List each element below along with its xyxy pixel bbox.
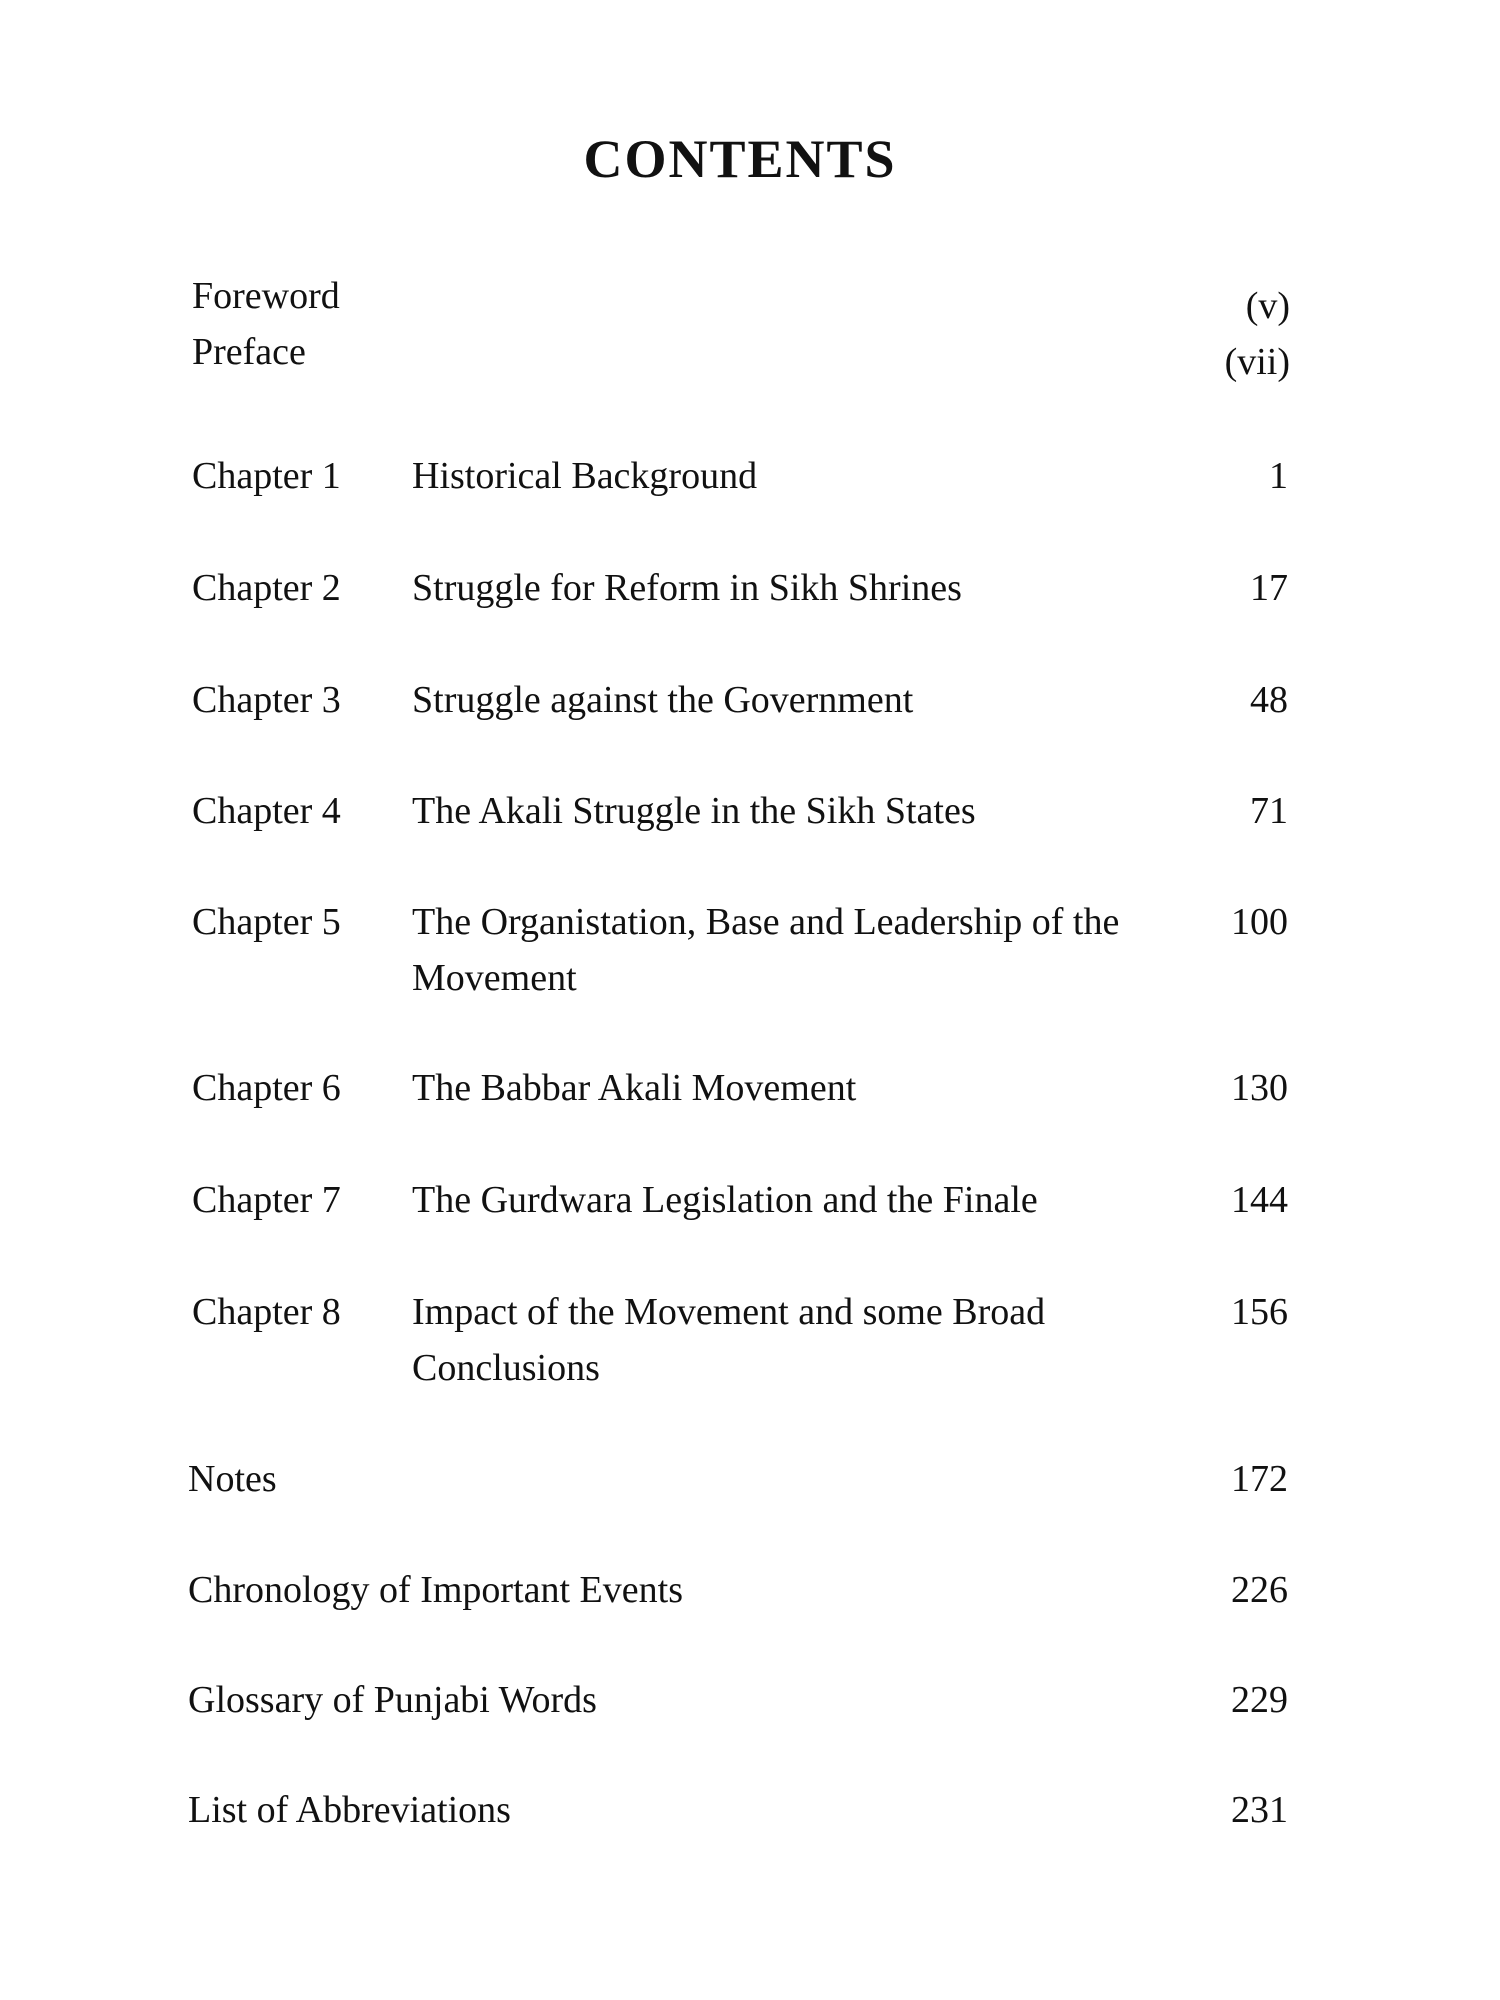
glossary-label: Glossary of Punjabi Words xyxy=(188,1679,597,1721)
preface-label: Preface xyxy=(192,331,306,373)
chapter-5-page: 100 xyxy=(1231,901,1288,943)
chapter-2-number: Chapter 2 xyxy=(192,567,341,609)
chapter-2-page: 17 xyxy=(1250,567,1288,609)
chapter-7-title: The Gurdwara Legislation and the Finale xyxy=(412,1179,1038,1221)
chapter-6-number: Chapter 6 xyxy=(192,1067,341,1109)
foreword-label: Foreword xyxy=(192,275,340,317)
notes-label: Notes xyxy=(188,1458,277,1500)
chapter-6-title: The Babbar Akali Movement xyxy=(412,1067,857,1109)
chapter-5-number: Chapter 5 xyxy=(192,901,341,943)
chapter-8-page: 156 xyxy=(1231,1291,1288,1333)
foreword-page: (v) xyxy=(1245,285,1290,327)
chapter-3-page: 48 xyxy=(1250,679,1288,721)
chapter-7-number: Chapter 7 xyxy=(192,1179,341,1221)
notes-page: 172 xyxy=(1231,1458,1288,1500)
page-title: CONTENTS xyxy=(583,129,897,189)
chronology-label: Chronology of Important Events xyxy=(188,1569,683,1611)
chapter-3-title: Struggle against the Government xyxy=(412,679,914,721)
chronology-page: 226 xyxy=(1231,1569,1288,1611)
chapter-1-title: Historical Background xyxy=(412,455,758,497)
abbreviations-page: 231 xyxy=(1231,1789,1288,1831)
abbreviations-label: List of Abbreviations xyxy=(188,1789,511,1831)
chapter-6-page: 130 xyxy=(1231,1067,1288,1109)
chapter-2-title: Struggle for Reform in Sikh Shrines xyxy=(412,567,962,609)
chapter-4-title: The Akali Struggle in the Sikh States xyxy=(412,790,976,832)
chapter-3-number: Chapter 3 xyxy=(192,679,341,721)
chapter-8-title: Impact of the Movement and some Broad Conclusions xyxy=(412,1291,1046,1389)
chapter-7-page: 144 xyxy=(1231,1179,1288,1221)
chapter-1-number: Chapter 1 xyxy=(192,455,341,497)
preface-page: (vii) xyxy=(1224,341,1290,383)
glossary-page: 229 xyxy=(1231,1679,1288,1721)
chapter-4-number: Chapter 4 xyxy=(192,790,341,832)
chapter-4-page: 71 xyxy=(1250,790,1288,832)
chapter-8-number: Chapter 8 xyxy=(192,1291,341,1333)
chapter-1-page: 1 xyxy=(1269,455,1288,497)
chapter-5-title: The Organistation, Base and Leadership of the Movement xyxy=(412,901,1120,999)
